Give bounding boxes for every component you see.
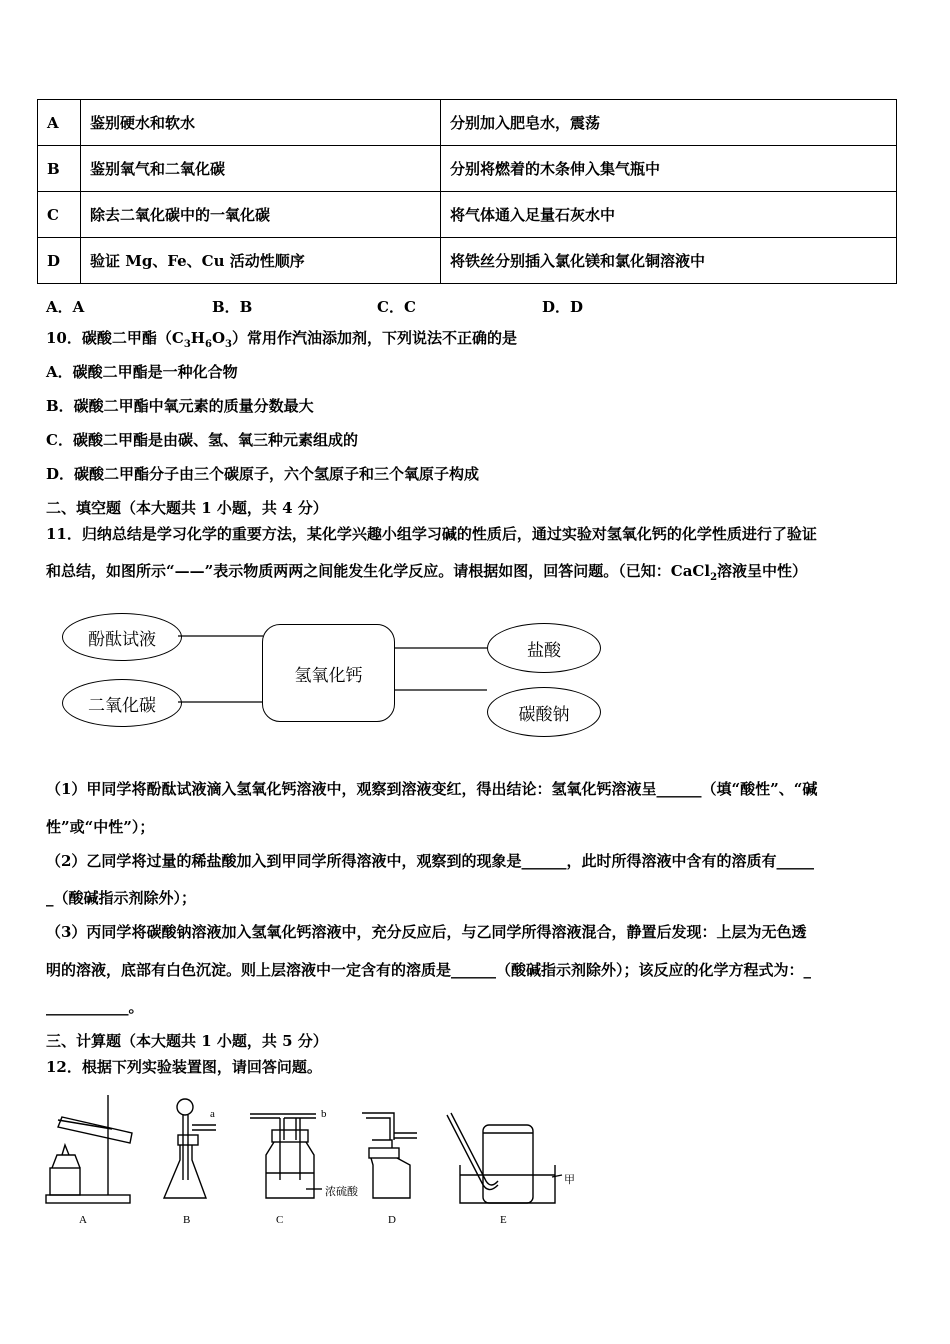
section2-title: 二、填空题（本大题共 1 小题，共 4 分）	[46, 499, 328, 517]
q10-stem: 10．碳酸二甲酯$(C_3H_6O_3)$常用作汽油添加剂，下列说法不正确的是	[46, 329, 518, 350]
q9-option-b[interactable]: B．B	[212, 298, 253, 316]
label-e-jia: 甲	[564, 1174, 575, 1186]
apparatus-c-drawing	[250, 1114, 322, 1198]
q9-cell-method: 将气体通入足量石灰水中	[441, 192, 897, 238]
q9-cell-task: 鉴别氧气和二氧化碳	[81, 146, 441, 192]
node-calcium-hydroxide: 氢氧化钙	[262, 624, 395, 722]
q12-apparatus	[40, 1085, 580, 1235]
q9-row	[38, 238, 897, 284]
apparatus-a-drawing	[46, 1095, 132, 1203]
label-c-sulfuric-acid: 浓硫酸	[325, 1186, 358, 1198]
apparatus-label-a: A	[79, 1214, 87, 1226]
q9-cell-task: 鉴别硬水和软水	[81, 100, 441, 146]
q9-row	[38, 192, 897, 238]
q11-part3-line2: 明的溶液，底部有白色沉淀。则上层溶液中一定含有的溶质是______（酸碱指示剂除外）；该反应的化学方程式为：_	[46, 961, 812, 979]
q11-stem-line2: 和总结，如图所示“——”表示物质两两之间能发生化学反应。请根据如图，回答问题。（已知：CaCl$_2$溶液呈中性）	[46, 562, 808, 583]
apparatus-label-e: E	[500, 1214, 507, 1226]
node-sodium-carbonate: 碳酸钠	[487, 687, 601, 737]
label-c-port-a: a	[210, 1108, 215, 1120]
q10-option-c[interactable]: C．碳酸二甲酯是由碳、氢、氧三种元素组成的	[46, 431, 358, 449]
q9-row	[38, 146, 897, 192]
q10-option-a[interactable]: A．碳酸二甲酯是一种化合物	[46, 363, 238, 381]
q9-table	[37, 99, 897, 284]
q11-part3-line3: ___________。	[46, 998, 144, 1016]
q11-stem-line1: 11．归纳总结是学习化学的重要方法，某化学兴趣小组学习碱的性质后，通过实验对氢氧化钙的化学性质进行了验证	[46, 525, 817, 543]
q9-cell-task: 除去二氧化碳中的一氧化碳	[81, 192, 441, 238]
q9-cell-method: 分别加入肥皂水，震荡	[441, 100, 897, 146]
node-carbon-dioxide: 二氧化碳	[62, 679, 182, 727]
q9-option-d[interactable]: D．D	[542, 298, 584, 316]
q9-option-c[interactable]: C．C	[377, 298, 416, 316]
q9-cell-method: 将铁丝分别插入氯化镁和氯化铜溶液中	[441, 238, 897, 284]
apparatus-label-d: D	[388, 1214, 396, 1226]
q9-option-a[interactable]: A．A	[46, 298, 85, 316]
node-hydrochloric-acid: 盐酸	[487, 623, 601, 673]
apparatus-label-b: B	[183, 1214, 191, 1226]
q9-row	[38, 100, 897, 146]
q11-part2-line1: （2）乙同学将过量的稀盐酸加入到甲同学所得溶液中，观察到的现象是______，此时所得溶液中含有的溶质有_____	[46, 852, 814, 870]
q11-part3-line1: （3）丙同学将碳酸钠溶液加入氢氧化钙溶液中，充分反应后，与乙同学所得溶液混合，静置后发现：上层为无色透	[46, 923, 807, 941]
q9-cell-letter: B	[38, 146, 81, 192]
q9-cell-letter: D	[38, 238, 81, 284]
q12-stem: 12．根据下列实验装置图，请回答问题。	[46, 1058, 322, 1076]
q9-cell-letter: C	[38, 192, 81, 238]
apparatus-label-c: C	[276, 1214, 284, 1226]
q11-part1-line2: 性”或“中性”）；	[46, 818, 155, 836]
apparatus-d-drawing	[362, 1113, 417, 1198]
q9-cell-task: 验证 Mg、Fe、Cu 活动性顺序	[81, 238, 441, 284]
q11-part1-line1: （1）甲同学将酚酞试液滴入氢氧化钙溶液中，观察到溶液变红，得出结论：氢氧化钙溶液呈______（填“酸性”、“碱	[46, 780, 818, 798]
q9-cell-letter: A	[38, 100, 81, 146]
apparatus-e-drawing	[447, 1113, 562, 1203]
label-c-port-b: b	[321, 1108, 327, 1120]
node-phenolphthalein: 酚酞试液	[62, 613, 182, 661]
q11-part2-line2: _（酸碱指示剂除外）；	[46, 889, 197, 907]
q9-cell-method: 分别将燃着的木条伸入集气瓶中	[441, 146, 897, 192]
q10-option-d[interactable]: D．碳酸二甲酯分子由三个碳原子，六个氢原子和三个氧原子构成	[46, 465, 480, 483]
apparatus-b-drawing	[164, 1099, 216, 1198]
section3-title: 三、计算题（本大题共 1 小题，共 5 分）	[46, 1032, 328, 1050]
q10-option-b[interactable]: B．碳酸二甲酯中氧元素的质量分数最大	[46, 397, 314, 415]
